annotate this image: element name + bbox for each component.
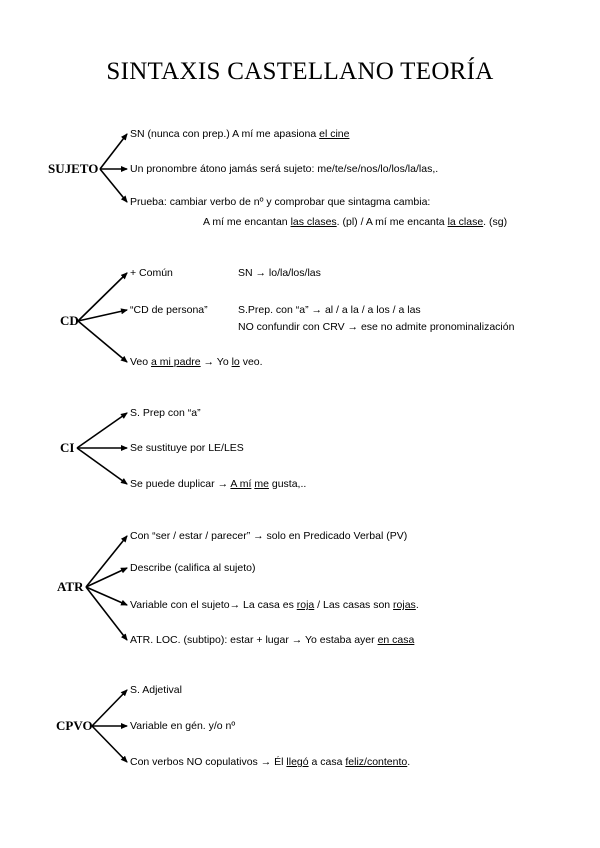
cd-line-3: Veo a mi padre → Yo lo veo.: [130, 356, 263, 368]
sujeto-line-3: Prueba: cambiar verbo de nº y comprobar que sintagma cambia:: [130, 196, 431, 208]
atr-line-2: Describe (califica al sujeto): [130, 562, 256, 574]
cd-line-2-right-2: NO confundir con CRV → ese no admite pronominalización: [238, 321, 515, 333]
atr-line-1: Con “ser / estar / parecer” → solo en Predicado Verbal (PV): [130, 530, 408, 542]
cpvo-line-2: Variable en gén. y/o nº: [130, 720, 236, 732]
ci-line-2: Se sustituye por LE/LES: [130, 442, 244, 454]
sujeto-line-1: SN (nunca con prep.) A mí me apasiona el cine: [130, 128, 350, 140]
cd-line-2: “CD de persona”: [130, 304, 208, 316]
sujeto-line-2: Un pronombre átono jamás será sujeto: me/te/se/nos/lo/los/la/las,.: [130, 163, 439, 175]
cd-line-1: + Común: [130, 267, 173, 279]
cd-line-2-right: S.Prep. con “a” → al / a la / a los / a las: [238, 304, 421, 316]
atr-label: ATR: [57, 579, 84, 594]
atr-line-4: ATR. LOC. (subtipo): estar + lugar → Yo estaba ayer en casa: [130, 634, 415, 646]
ci-line-3: Se puede duplicar → A mí me gusta,..: [130, 478, 307, 490]
cd-line-1-right: SN → lo/la/los/las: [238, 267, 321, 279]
sujeto-line-4: A mí me encantan las clases. (pl) / A mí me encanta la clase. (sg): [203, 216, 508, 228]
cpvo-line-1: S. Adjetival: [130, 684, 182, 696]
sujeto-label: SUJETO: [48, 161, 99, 176]
ci-label: CI: [60, 440, 75, 455]
atr-line-3: Variable con el sujeto→ La casa es roja / Las casas son rojas.: [130, 599, 419, 611]
cd-label: CD: [60, 313, 79, 328]
cpvo-line-3: Con verbos NO copulativos → Él llegó a casa feliz/contento.: [130, 756, 411, 768]
page-title: SINTAXIS CASTELLANO TEORÍA: [106, 58, 494, 85]
ci-line-1: S. Prep con “a”: [130, 407, 201, 419]
cpvo-label: CPVO: [56, 718, 93, 733]
